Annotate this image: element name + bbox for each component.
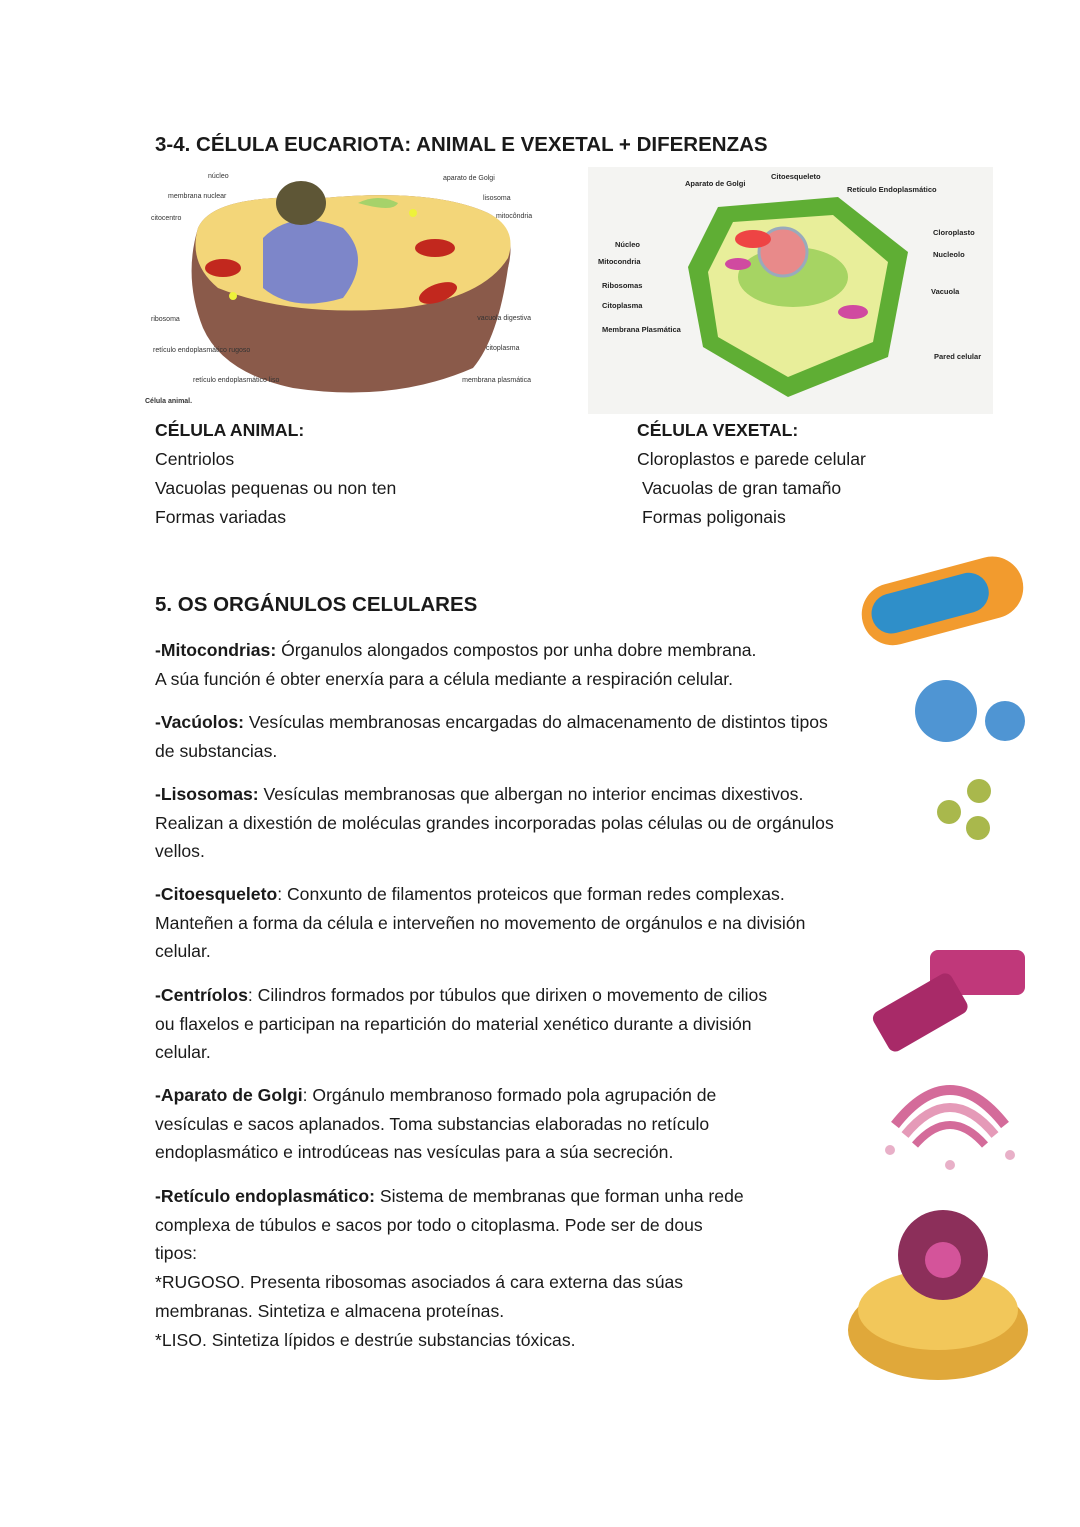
organelle-line xyxy=(155,1142,673,1162)
label-membrana: Membrana Plasmática xyxy=(602,325,681,334)
label-citoesqueleto: Citoesqueleto xyxy=(771,172,821,181)
label-pared-celular: Pared celular xyxy=(934,352,982,361)
organelle-description: de substancias. xyxy=(155,740,278,761)
organelle-description: vellos. xyxy=(155,841,205,862)
label-nucleolo: Nucleolo xyxy=(933,250,965,259)
label-cloroplasto: Cloroplasto xyxy=(933,228,975,237)
plant-heading: CÉLULA VEXETAL: xyxy=(637,420,799,440)
label-vacuola: Vacuola xyxy=(931,287,960,296)
organelle-description: tipos: xyxy=(155,1243,198,1264)
label-ribosomas: Ribosomas xyxy=(602,281,643,290)
organelle-line xyxy=(155,884,785,904)
organelle-description: Órganulos alongados compostos por unha dobre membrana. xyxy=(276,640,757,660)
organelle-line xyxy=(155,1014,752,1034)
organelle-line xyxy=(155,1215,703,1235)
organelle-name: -Retículo endoplasmático: xyxy=(155,1186,375,1206)
organelle-description: Realizan a dixestión de moléculas grandes incorporadas polas células ou de orgánulos xyxy=(155,812,834,833)
organelle-description: vesículas e sacos aplanados. Toma substancias elaboradas no retículo xyxy=(155,1113,710,1134)
organelle-line xyxy=(155,1330,576,1350)
organelle-description: complexa de túbulos e sacos por todo o citoplasma. Pode ser de dous xyxy=(155,1214,703,1235)
plant-item: Cloroplastos e parede celular xyxy=(637,449,866,469)
label-mitocondria: mitocôndria xyxy=(496,213,533,220)
organelle-description: Vesículas membranosas encargadas do almacenamento de distintos tipos xyxy=(243,712,828,732)
plant-item: Vacuolas de gran tamaño xyxy=(642,478,842,498)
mitochondria-icon xyxy=(855,545,1030,665)
organelle-line xyxy=(155,985,767,1005)
label-nucleo: núcleo xyxy=(208,173,229,180)
label-citoplasma: citoplasma xyxy=(486,345,520,352)
organelle-line xyxy=(155,640,756,660)
lysosome-icon xyxy=(932,775,997,845)
label-golgi: Aparato de Golgi xyxy=(685,179,746,188)
label-membrana-plasmatica: membrana plasmática xyxy=(462,377,531,384)
organelle-line xyxy=(155,784,803,804)
organelle-description: Vesículas membranosas que albergan no interior encimas dixestivos. xyxy=(258,784,804,804)
plant-item: Formas poligonais xyxy=(642,507,786,527)
section-title-organelles: 5. OS ORGÁNULOS CELULARES xyxy=(155,593,478,616)
organelle-line xyxy=(155,669,733,689)
endoplasmic-reticulum-icon xyxy=(843,1200,1033,1390)
organelle-description: celular. xyxy=(155,1042,211,1063)
organelle-description: endoplasmático e introdúceas nas vesículas para a súa secreción. xyxy=(155,1142,674,1163)
organelle-line xyxy=(155,1042,211,1062)
label-rer: retículo endoplasmático rugoso xyxy=(153,347,251,354)
organelle-line xyxy=(155,741,277,761)
label-golgi: aparato de Golgi xyxy=(443,175,495,182)
animal-item: Centriolos xyxy=(155,449,235,469)
section-title-eukaryotic-cell: 3-4. CÉLULA EUCARIOTA: ANIMAL E VEXETAL + DIFERENZAS xyxy=(155,133,768,156)
organelle-description: : Orgánulo membranoso formado pola agrupación de xyxy=(302,1085,717,1105)
figure-caption: Célula animal. xyxy=(145,398,193,405)
label-membrana-nuclear: membrana nuclear xyxy=(168,193,227,200)
label-rel: retículo endoplasmático liso xyxy=(193,377,280,384)
organelle-name: -Centríolos xyxy=(155,985,248,1005)
organelle-description: A súa función é obter enerxía para a célula mediante a respiración celular. xyxy=(155,668,734,689)
organelle-description: celular. xyxy=(155,941,211,962)
label-ribosoma: ribosoma xyxy=(151,316,180,323)
organelle-line xyxy=(155,913,805,933)
organelle-description: Manteñen a forma da célula e interveñen no movemento de orgánulos e na división xyxy=(155,912,806,933)
organelle-line xyxy=(155,712,828,732)
organelle-line xyxy=(155,1186,744,1206)
label-reticulo: Retículo Endoplasmático xyxy=(847,185,937,194)
organelle-description: Sistema de membranas que forman unha rede xyxy=(374,1186,744,1206)
vacuole-icon xyxy=(912,678,1030,748)
organelle-line xyxy=(155,1085,716,1105)
centriole-icon xyxy=(870,940,1030,1055)
label-citocentro: citocentro xyxy=(151,215,182,222)
golgi-icon xyxy=(875,1065,1025,1180)
organelle-name: -Vacúolos: xyxy=(155,712,244,732)
organelle-line xyxy=(155,813,834,833)
organelle-description: ou flaxelos e participan na repartición do material xenético durante a división xyxy=(155,1013,752,1034)
organelle-description: : Cilindros formados por túbulos que dirixen o movemento de cilios xyxy=(247,985,768,1005)
animal-item: Vacuolas pequenas ou non ten xyxy=(155,478,397,498)
label-vacuola: vacuola digestiva xyxy=(477,315,531,322)
organelle-line xyxy=(155,1272,683,1292)
organelle-name: -Citoesqueleto xyxy=(155,884,278,904)
organelle-description: membranas. Sintetiza e almacena proteínas. xyxy=(155,1300,505,1321)
organelle-description: : Conxunto de filamentos proteicos que forman redes complexas. xyxy=(277,884,785,904)
organelle-line xyxy=(155,1301,504,1321)
organelle-name: -Aparato de Golgi xyxy=(155,1085,303,1105)
label-nucleo: Núcleo xyxy=(615,240,641,249)
label-mitocondria: Mitocondria xyxy=(598,257,641,266)
organelle-line xyxy=(155,1114,709,1134)
animal-cell-illustration xyxy=(143,168,588,408)
label-citoplasma: Citoplasma xyxy=(602,301,643,310)
organelle-name: -Mitocondrias: xyxy=(155,640,277,660)
organelle-line xyxy=(155,941,211,961)
organelle-description: *RUGOSO. Presenta ribosomas asociados á cara externa das súas xyxy=(155,1272,684,1293)
organelle-line xyxy=(155,1243,197,1263)
animal-item: Formas variadas xyxy=(155,507,287,527)
organelle-name: -Lisosomas: xyxy=(155,784,259,804)
organelle-description: *LISO. Sintetiza lípidos e destrúe substancias tóxicas. xyxy=(155,1329,576,1350)
label-lisosoma: lisosoma xyxy=(483,195,511,202)
plant-cell-illustration xyxy=(588,167,993,414)
organelle-line xyxy=(155,841,205,861)
animal-heading: CÉLULA ANIMAL: xyxy=(155,420,305,440)
